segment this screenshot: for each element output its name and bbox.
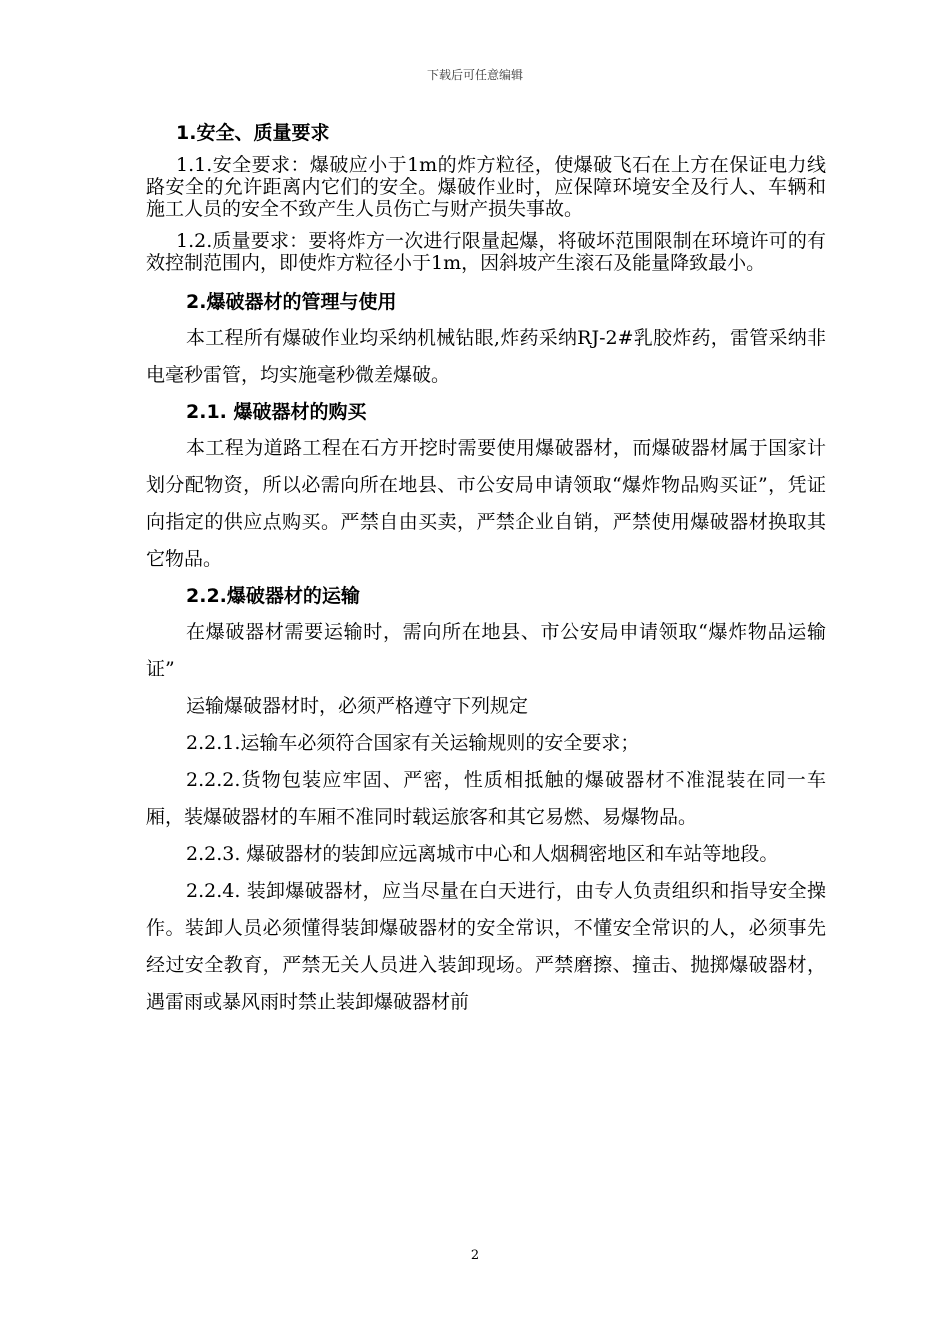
paragraph-2-2-a: 在爆破器材需要运输时，需向所在地县、市公安局申请领取“爆炸物品运输证”: [146, 621, 826, 680]
header-note: 下载后可任意编辑: [426, 68, 523, 82]
document-body: [146, 118, 826, 1021]
paragraph-1-2: 1.2.质量要求：要将炸方一次进行限量起爆，将破坏范围限制在环境许可的有效控制范围内，即使炸方粒径小于1m，因斜坡产生滚石及能量降致最小。: [146, 230, 826, 274]
page-number: 2: [470, 1248, 480, 1263]
paragraph-1-1: 1.1.安全要求：爆破应小于1m的炸方粒径，使爆破飞石在上方在保证电力线路安全的允许距离内它们的安全。爆破作业时，应保障环境安全及行人、车辆和施工人员的安全不致产生人员伤亡与财产损失事故。: [146, 154, 826, 220]
paragraph-2-2-b: 运输爆破器材时，必须严格遵守下列规定: [186, 695, 529, 717]
paragraph-2-2-4: 2.2.4. 装卸爆破器材，应当尽量在白天进行，由专人负责组织和指导安全操作。装卸人员必须懂得装卸爆破器材的安全常识，不懂安全常识的人，必须事先经过安全教育，严禁无关人员进入装卸现场。严禁磨擦、撞击、抛掷爆破器材，遇雷雨或暴风雨时禁止装卸爆破器材前: [146, 880, 826, 1013]
paragraph-2-2-1: 2.2.1.运输车必须符合国家有关运输规则的安全要求；: [186, 732, 640, 754]
section-2-1-heading: 2.1. 爆破器材的购买: [186, 401, 367, 423]
paragraph-2: 本工程所有爆破作业均采纳机械钻眼,炸药采纳RJ-2#乳胶炸药，雷管采纳非电毫秒雷管，均实施毫秒微差爆破。: [146, 327, 826, 386]
section-1-heading: 1.安全、质量要求: [176, 122, 330, 144]
section-2-heading: 2.爆破器材的管理与使用: [186, 291, 397, 313]
paragraph-2-2-3: 2.2.3. 爆破器材的装卸应远离城市中心和人烟稠密地区和车站等地段。: [186, 843, 779, 865]
section-2-2-heading: 2.2.爆破器材的运输: [186, 585, 360, 607]
paragraph-2-2-2: 2.2.2.货物包装应牢固、严密，性质相抵触的爆破器材不准混装在同一车厢，装爆破器材的车厢不准同时载运旅客和其它易燃、易爆物品。: [146, 769, 826, 828]
paragraph-2-1: 本工程为道路工程在石方开挖时需要使用爆破器材，而爆破器材属于国家计划分配物资，所以必需向所在地县、市公安局申请领取“爆炸物品购买证”，凭证向指定的供应点购买。严禁自由买卖，严禁企业自销，严禁使用爆破器材换取其它物品。: [146, 437, 826, 570]
